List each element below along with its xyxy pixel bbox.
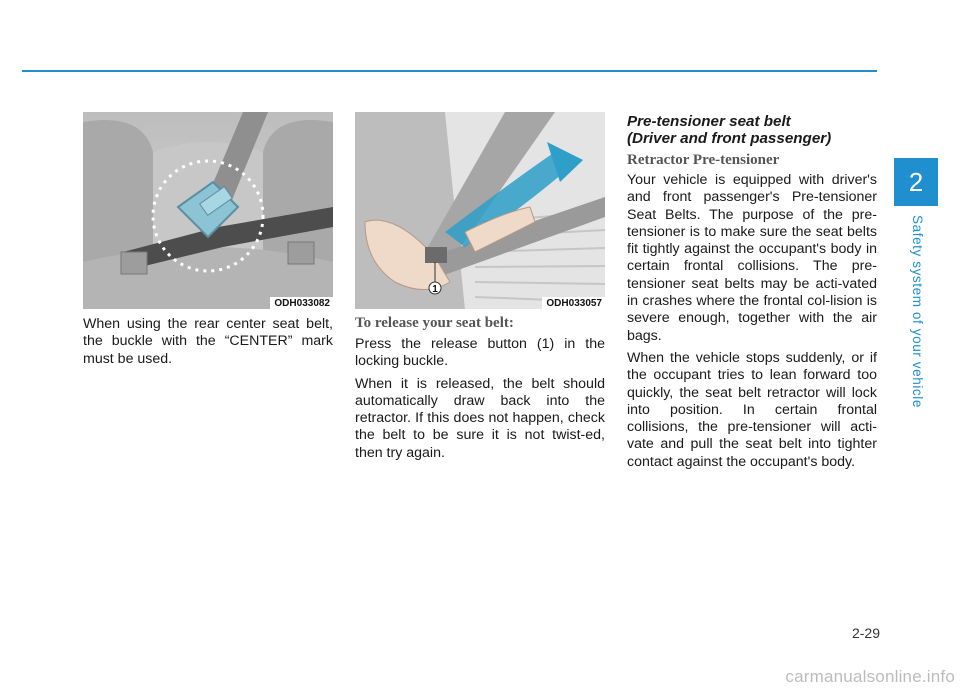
column-pretensioner (627, 113, 877, 471)
retractor-subhead: Retractor Pre-tensioner (627, 152, 780, 168)
pretensioner-text-1: Your vehicle is equipped with driver's and front passenger's Pre-tensioner Seat Belts. The purpose of the pre-tensioner is to make sure the seat belts fit tightly against the occupant's body in certain frontal collisions. The pre-tensioner seat belts may be acti-vated in crashes where the frontal col-lision is severe enough, together with the air bags. (627, 172, 877, 344)
rear-center-belt-text: When using the rear center seat belt, the buckle with the “CENTER” mark must be used. (83, 316, 333, 367)
pretensioner-text-2: When the vehicle stops suddenly, or if the occupant tries to lean forward too quickly, the seat belt retractor will lock into position. In certain frontal collisions, the pre-tensioner will acti-vate and pull the seat belt into tighter contact against the occupant's body. (627, 349, 877, 470)
release-button-illustration (355, 112, 605, 309)
chapter-number-tab[interactable]: 2 (894, 158, 938, 206)
release-belt-text-1: Press the release button (1) in the locking buckle. (355, 336, 605, 370)
left-buckle-receptacle (121, 252, 147, 274)
chapter-title: Safety system of your vehicle (910, 215, 925, 408)
rear-center-buckle-illustration (83, 112, 333, 309)
rear-seat-buckle-drawing (83, 112, 333, 309)
column-rear-center-belt (83, 112, 333, 368)
page-number: 2-29 (851, 625, 880, 641)
figure-code-label: ODH033057 (542, 297, 605, 309)
release-buckle-drawing (355, 112, 605, 309)
column-release-belt (355, 112, 605, 462)
buckle (425, 247, 447, 263)
header-rule (22, 70, 877, 72)
pretensioner-title (627, 113, 877, 147)
pretensioner-title-line1: Pre-tensioner seat belt (627, 113, 791, 130)
callout-number: 1 (432, 284, 438, 295)
figure-code-label: ODH033082 (270, 297, 333, 309)
pretensioner-title-line2: (Driver and front passenger) (627, 130, 832, 147)
right-buckle-receptacle (288, 242, 314, 264)
release-belt-text-2: When it is released, the belt should automatically draw back into the retractor. If this does not happen, check the belt to be sure it is not twist-ed, then try again. (355, 375, 605, 461)
site-watermark[interactable]: carmanualsonline.info (785, 667, 955, 686)
release-belt-subhead: To release your seat belt: (355, 315, 514, 331)
